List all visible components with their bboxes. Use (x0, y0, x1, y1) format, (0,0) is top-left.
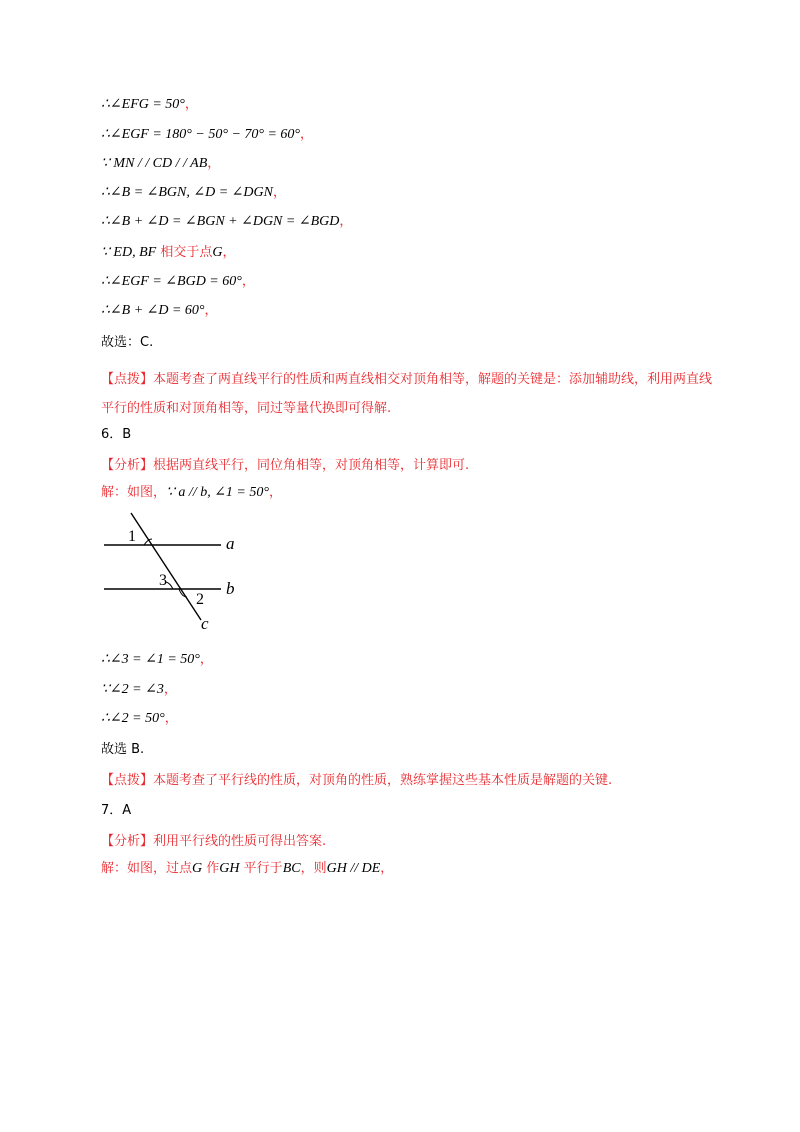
proof-line-4: ∴∠B = ∠BGN, ∠D = ∠DGN， (101, 185, 286, 200)
q6-choice: 故选 B. (101, 742, 145, 757)
label-c: c (201, 614, 209, 633)
proof-line-2: ∴∠EGF = 180° − 50° − 70° = 60°， (101, 127, 314, 142)
proof-line-7: ∴∠EGF = ∠BGD = 60°， (101, 274, 255, 289)
q7-solve: 解：如图，过点G 作GH 平行于BC，则GH // DE， (101, 861, 394, 876)
label-2: 2 (196, 591, 204, 608)
transversal-c (131, 513, 201, 620)
label-3: 3 (159, 572, 167, 589)
q6-step-1: ∴∠3 = ∠1 = 50°， (101, 652, 213, 667)
q6-tip: 【点拨】本题考查了平行线的性质，对顶角的性质，熟练掌握这些基本性质是解题的关键. (101, 773, 613, 788)
proof-line-6: ∵ ED, BF 相交于点G， (101, 245, 236, 260)
q6-analysis: 【分析】根据两直线平行，同位角相等，对顶角相等，计算即可. (101, 458, 470, 473)
q6-solve: 解：如图，∵ a // b, ∠1 = 50°， (101, 485, 282, 500)
label-1: 1 (128, 528, 136, 545)
q7-header: 7．A (101, 803, 132, 818)
q7-analysis: 【分析】利用平行线的性质可得出答案. (101, 834, 327, 849)
tip-5: 【点拨】本题考查了两直线平行的性质和两直线相交对顶角相等，解题的关键是：添加辅助线，利用两直线平行的性质和对顶角相等，同过等量代换即可得解. (101, 372, 713, 416)
proof-line-1: ∴∠EFG = 50°， (101, 97, 198, 112)
proof-line-3: ∵ MN / / CD / / AB， (101, 156, 221, 171)
q6-header: 6．B (101, 427, 132, 442)
label-a: a (226, 534, 235, 553)
q6-step-3: ∴∠2 = 50°， (101, 711, 178, 726)
proof-line-5: ∴∠B + ∠D = ∠BGN + ∠DGN = ∠BGD， (101, 214, 353, 229)
parallel-lines-figure (100, 510, 260, 635)
proof-line-8: ∴∠B + ∠D = 60°， (101, 303, 218, 318)
angle-3-arc (166, 582, 173, 589)
q6-step-2: ∵∠2 = ∠3， (101, 682, 177, 697)
label-b: b (226, 579, 235, 598)
choice-5: 故选：C. (101, 335, 154, 350)
